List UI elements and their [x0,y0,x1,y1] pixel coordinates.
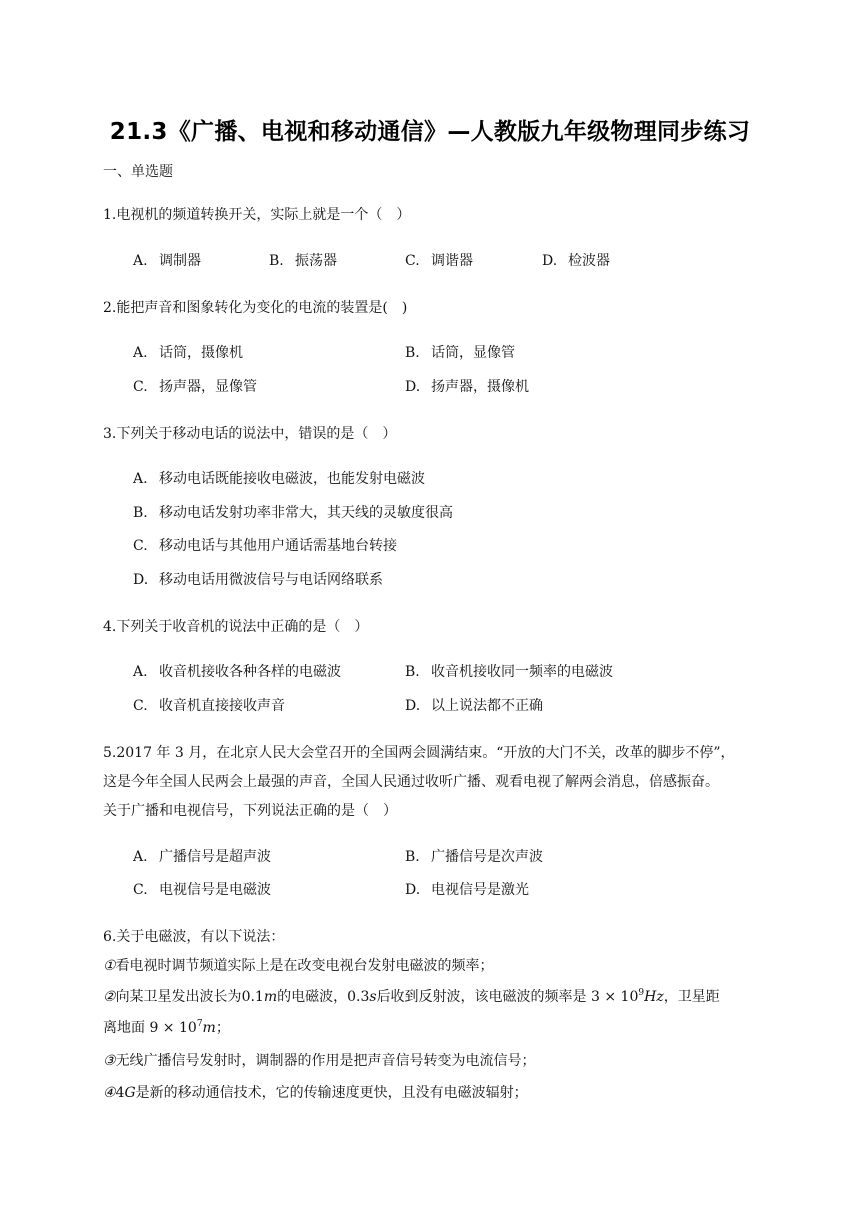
option-key: B. [405,345,420,361]
math-unit: Hz [644,989,664,1005]
q2-option-a[interactable] [133,344,243,362]
statement-marker: ① [103,958,116,974]
q2-option-c[interactable] [133,378,257,396]
math-unit: m [263,989,278,1005]
option-key: D. [405,379,421,395]
math-exponent: 7 [196,1019,203,1029]
option-text: 收音机接收同一频率的电磁波 [431,664,613,680]
option-text: 电视信号是电磁波 [159,882,271,898]
statement-text: 离地面 [103,1020,145,1036]
math-unit: s [369,989,377,1005]
option-key: C. [405,253,420,269]
statement-text: 无线广播信号发射时，调制器的作用是把声音信号转变为电流信号； [115,1053,536,1069]
option-key: D. [405,882,421,898]
q5-option-b[interactable] [405,848,543,866]
question-5-stem-line-3: 关于广播和电视信号，下列说法正确的是（ ） [103,803,397,819]
statement-text: 看电视时调节频道实际上是在改变电视台发射电磁波的频率； [115,958,494,974]
question-3-stem: 3.下列关于移动电话的说法中，错误的是（ ） [103,426,397,442]
option-key: B. [405,664,420,680]
q5-option-c[interactable] [133,881,271,899]
q1-option-c[interactable] [405,252,473,270]
math-value: 4 [115,1085,125,1101]
option-key: A. [133,471,148,487]
q5-option-a[interactable] [133,848,271,866]
q6-statement-4 [103,1084,528,1102]
option-key: A. [133,664,148,680]
question-5-stem-line-2: 这是今年全国人民两会上最强的声音，全国人民通过收听广播、观看电视了解两会消息，倍感振奋。 [103,774,719,790]
option-text: 调制器 [159,253,201,269]
option-text: 移动电话与其他用户通话需基地台转接 [159,538,397,554]
statement-text: 的电磁波， [277,989,348,1005]
question-4-stem: 4.下列关于收音机的说法中正确的是（ ） [103,619,369,635]
statement-text: 向某卫星发出波长为 [115,989,242,1005]
option-text: 振荡器 [295,253,337,269]
q4-option-d[interactable] [405,697,543,715]
option-text: 广播信号是超声波 [159,849,271,865]
option-key: A. [133,253,148,269]
option-text: 移动电话既能接收电磁波，也能发射电磁波 [159,471,425,487]
option-text: 以上说法都不正确 [431,698,543,714]
q3-option-b[interactable] [133,504,453,522]
option-text: 电视信号是激光 [431,882,529,898]
option-key: A. [133,849,148,865]
option-key: D. [405,698,421,714]
section-heading: 一、单选题 [103,164,173,180]
option-text: 话筒，显像管 [431,345,515,361]
option-text: 广播信号是次声波 [431,849,543,865]
option-key: A. [133,345,148,361]
q4-option-a[interactable] [133,663,341,681]
math-exponent: 9 [638,988,645,998]
option-key: D. [133,572,149,588]
q3-option-a[interactable] [133,470,425,488]
q5-option-d[interactable] [405,881,529,899]
q3-option-d[interactable] [133,571,383,589]
q6-statement-1 [103,957,494,975]
option-key: C. [133,538,148,554]
option-text: 收音机接收各种各样的电磁波 [159,664,341,680]
math-unit: G [124,1085,136,1101]
q6-statement-2 [103,988,720,1006]
q3-option-c[interactable] [133,537,397,555]
option-text: 检波器 [568,253,610,269]
option-key: D. [542,253,558,269]
option-key: C. [133,882,148,898]
option-text: 收音机直接接收声音 [159,698,285,714]
question-5-stem-line-1: 5.2017 年 3 月，在北京人民大会堂召开的全国两会圆满结束。“开放的大门不关，改革的脚步不停”， [103,745,735,761]
question-2-stem: 2.能把声音和图象转化为变化的电流的装置是( ) [103,300,408,316]
question-6-stem: 6.关于电磁波，有以下说法： [103,929,285,945]
q1-option-a[interactable] [133,252,201,270]
math-value: 3 × 10 [591,989,639,1005]
statement-text: ； [215,1020,230,1036]
option-key: B. [269,253,284,269]
q1-option-d[interactable] [542,252,610,270]
math-unit: m [202,1020,216,1036]
q1-option-b[interactable] [269,252,337,270]
q6-statement-3 [103,1052,536,1070]
option-text: 移动电话发射功率非常大，其天线的灵敏度很高 [159,505,453,521]
q2-option-d[interactable] [405,378,529,396]
statement-marker: ④ [103,1085,116,1101]
q6-statement-2-continued [103,1019,230,1037]
math-value: 9 × 10 [149,1020,197,1036]
q4-option-c[interactable] [133,697,285,715]
q2-option-b[interactable] [405,344,515,362]
option-key: C. [133,698,148,714]
question-1-stem: 1.电视机的频道转换开关，实际上就是一个（ ） [103,207,411,223]
option-key: B. [405,849,420,865]
option-text: 调谐器 [431,253,473,269]
option-text: 扬声器，显像管 [159,379,257,395]
q4-option-b[interactable] [405,663,613,681]
statement-text: 后收到反射波，该电磁波的频率是 [376,989,587,1005]
option-text: 话筒，摄像机 [159,345,243,361]
math-value: 0.3 [347,989,370,1005]
option-key: C. [133,379,148,395]
math-value: 0.1 [241,989,264,1005]
statement-text: 是新的移动通信技术，它的传输速度更快，且没有电磁波辐射； [135,1085,528,1101]
statement-text: ，卫星距 [663,989,720,1005]
page-title: 21.3《广播、电视和移动通信》—人教版九年级物理同步练习 [109,119,751,145]
statement-marker: ③ [103,1053,116,1069]
option-text: 扬声器，摄像机 [431,379,529,395]
option-key: B. [133,505,148,521]
statement-marker: ② [103,989,116,1005]
option-text: 移动电话用微波信号与电话网络联系 [159,572,383,588]
